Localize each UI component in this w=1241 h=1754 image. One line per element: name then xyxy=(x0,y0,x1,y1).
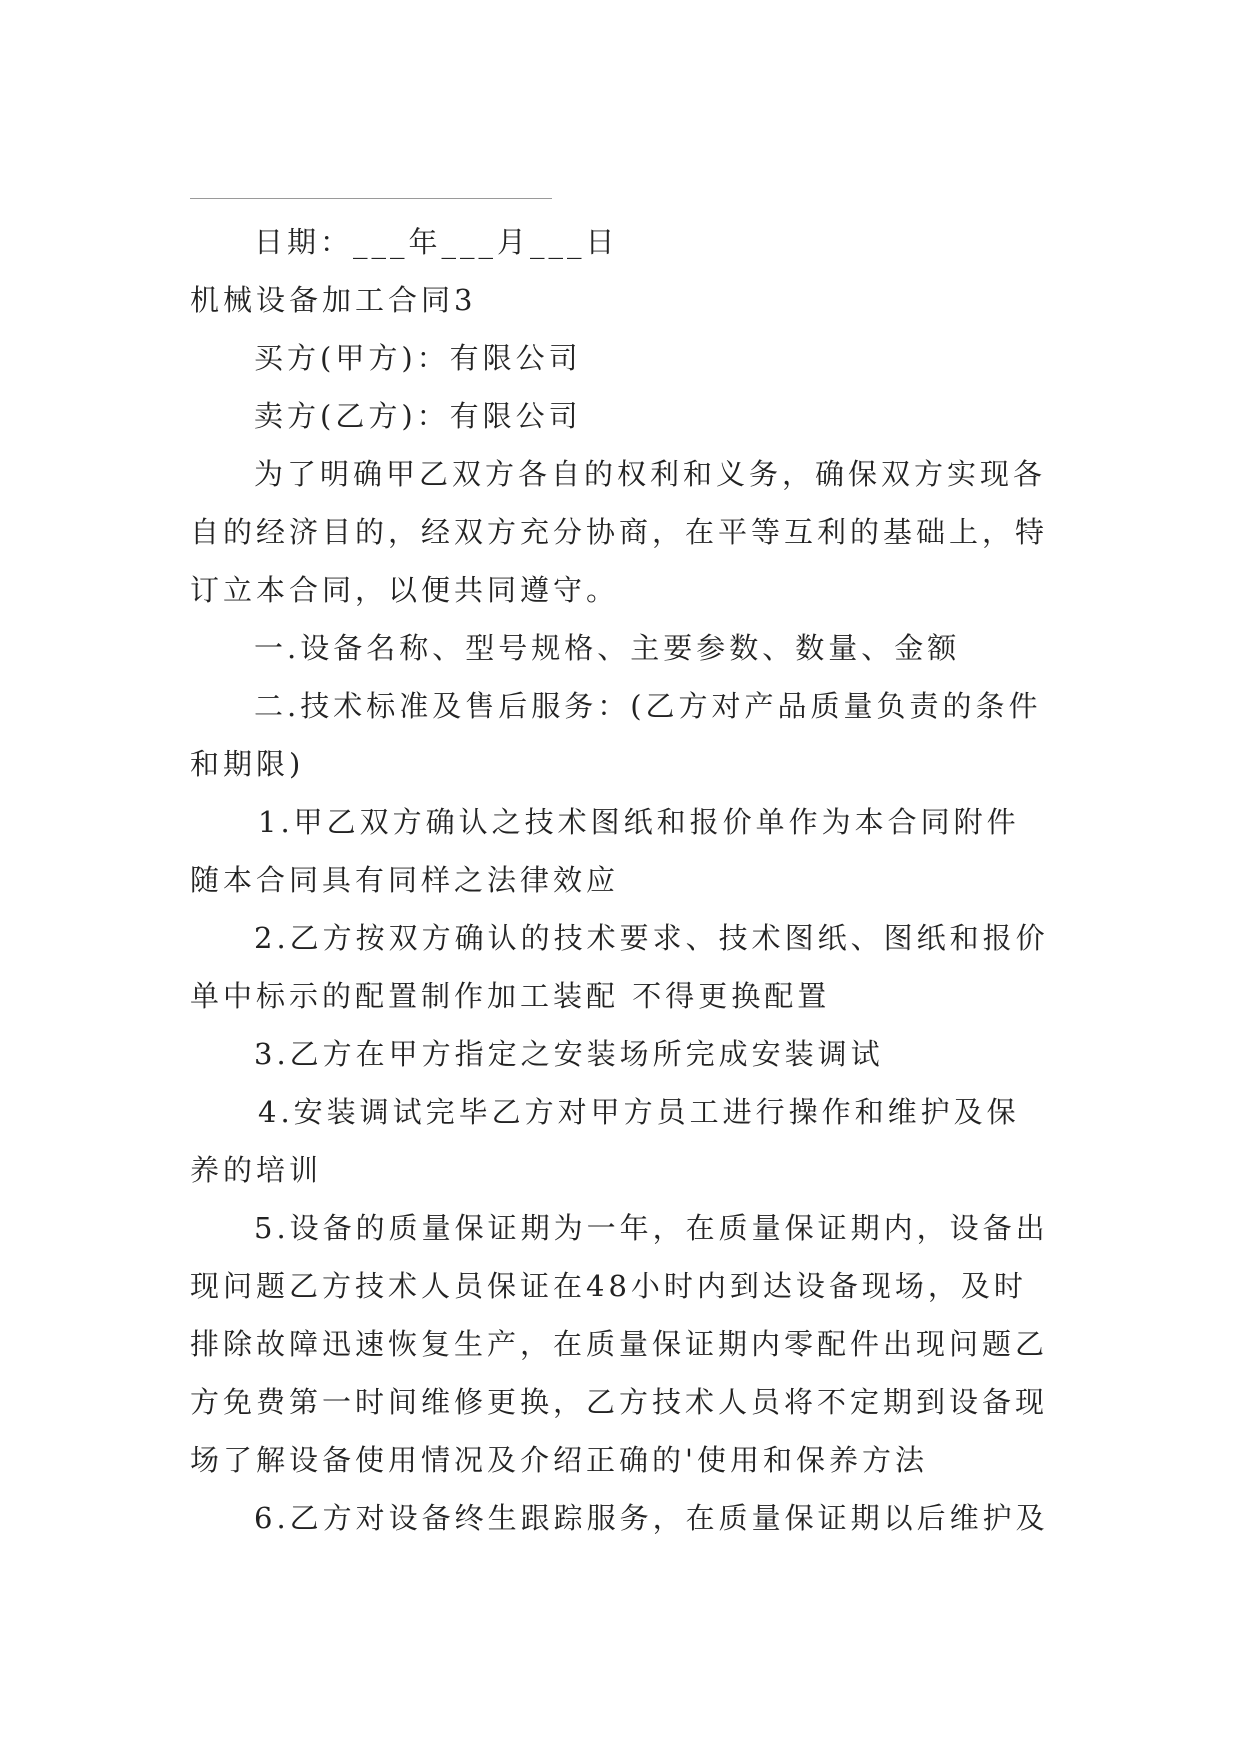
section-1-heading: 一.设备名称、型号规格、主要参数、数量、金额 xyxy=(254,631,961,665)
contract-title: 机械设备加工合同3 xyxy=(190,283,477,317)
seller-line: 卖方(乙方)：有限公司 xyxy=(254,399,582,433)
item-4-line-2: 养的培训 xyxy=(190,1153,323,1187)
section-2-line-2: 和期限) xyxy=(190,747,305,781)
item-1-line-1: 1.甲乙双方确认之技术图纸和报价单作为本合同附件 xyxy=(258,805,1020,839)
preamble-line-2: 自的经济目的，经双方充分协商，在平等互利的基础上，特 xyxy=(190,515,1049,549)
item-5-line-2: 现问题乙方技术人员保证在48小时内到达设备现场，及时 xyxy=(190,1269,1027,1303)
preamble-line-1: 为了明确甲乙双方各自的权利和义务，确保双方实现各 xyxy=(254,457,1047,491)
section-2-line-1: 二.技术标准及售后服务：(乙方对产品质量负责的条件 xyxy=(254,689,1042,723)
preamble-line-3: 订立本合同，以便共同遵守。 xyxy=(190,573,620,607)
item-5-line-4: 方免费第一时间维修更换，乙方技术人员将不定期到设备现 xyxy=(190,1385,1049,1419)
date-line: 日期：___年___月___日 xyxy=(254,225,619,259)
item-5-line-1: 5.设备的质量保证期为一年，在质量保证期内，设备出 xyxy=(254,1211,1049,1245)
item-4-line-1: 4.安装调试完毕乙方对甲方员工进行操作和维护及保 xyxy=(258,1095,1020,1129)
buyer-line: 买方(甲方)：有限公司 xyxy=(254,341,582,375)
item-1-line-2: 随本合同具有同样之法律效应 xyxy=(190,863,620,897)
item-2-line-1: 2.乙方按双方确认的技术要求、技术图纸、图纸和报价 xyxy=(254,921,1049,955)
item-2-line-2: 单中标示的配置制作加工装配 不得更换配置 xyxy=(190,979,831,1013)
item-6-line-1: 6.乙方对设备终生跟踪服务，在质量保证期以后维护及 xyxy=(254,1501,1049,1535)
item-3-line: 3.乙方在甲方指定之安装场所完成安装调试 xyxy=(254,1037,884,1071)
signature-rule xyxy=(190,198,552,199)
item-5-line-3: 排除故障迅速恢复生产，在质量保证期内零配件出现问题乙 xyxy=(190,1327,1049,1361)
item-5-line-5: 场了解设备使用情况及介绍正确的'使用和保养方法 xyxy=(190,1443,928,1477)
